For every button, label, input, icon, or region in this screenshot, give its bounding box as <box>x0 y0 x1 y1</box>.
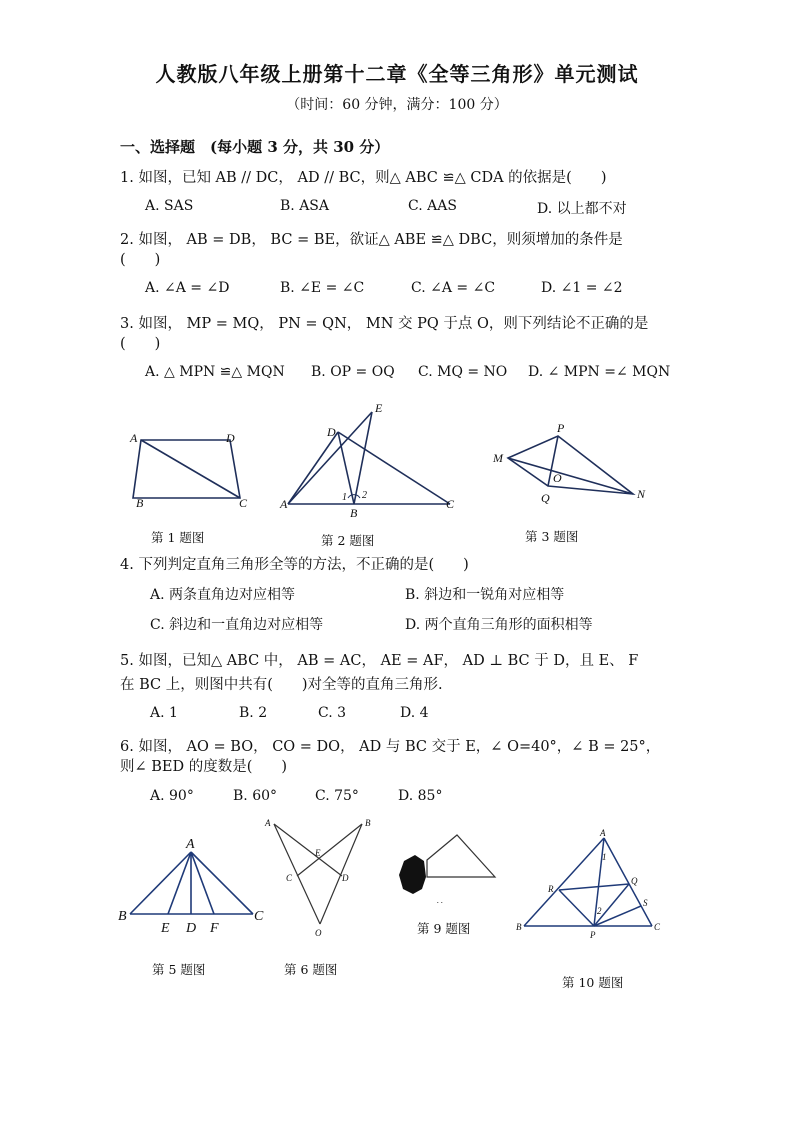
question-5-line2: 在 BC 上，则图中共有( )对全等的直角三角形. <box>120 677 443 693</box>
fig9-black-shape <box>399 855 426 894</box>
question-1-text: 1. 如图，已知 AB // DC， AD // BC，则△ ABC ≌△ CDA 的依据是( ) <box>120 170 607 186</box>
q6-option-d: D. 85° <box>398 788 443 804</box>
q2-option-d: D. ∠1 = ∠2 <box>541 280 623 296</box>
q5-option-b: B. 2 <box>239 705 268 721</box>
fig5-label-c: C <box>254 909 264 924</box>
fig3-label-m: M <box>493 451 503 465</box>
page-subtitle: （时间：60 分钟，满分：100 分） <box>286 97 508 113</box>
fig5-label-f: F <box>210 921 219 936</box>
fig1-label-b: B <box>136 496 144 510</box>
fig1-diagonal <box>141 440 240 498</box>
figure-3-caption: 第 3 题图 <box>525 529 579 544</box>
figure-10-caption: 第 10 题图 <box>562 975 624 990</box>
question-6-line2: 则∠ BED 的度数是( ) <box>120 759 288 775</box>
q1-option-b: B. ASA <box>280 198 329 214</box>
q5-option-a: A. 1 <box>150 705 178 721</box>
fig3-label-n: N <box>637 487 646 501</box>
q3-option-c: C. MQ = NO <box>418 364 508 380</box>
q2-option-c: C. ∠A = ∠C <box>411 280 496 296</box>
figure-1 <box>125 425 265 525</box>
figure-2-caption: 第 2 题图 <box>321 533 375 548</box>
q5-option-c: C. 3 <box>318 705 347 721</box>
q3-option-a: A. △ MPN ≌△ MQN <box>145 364 285 380</box>
figure-6-caption: 第 6 题图 <box>284 962 338 977</box>
figure-9-caption: 第 9 题图 <box>417 921 471 936</box>
figure-6 <box>262 814 377 944</box>
fig6-label-o: O <box>315 928 322 938</box>
question-5-text: 5. 如图，已知△ ABC 中， AB = AC， AE = AF， AD ⊥ BC 于 D，且 E、 F <box>120 653 639 669</box>
fig10-label-s: S <box>643 898 648 908</box>
fig10-label-1: 1 <box>602 852 607 862</box>
q1-option-a: A. SAS <box>145 198 194 214</box>
question-2-text: 2. 如图， AB = DB， BC = BE，欲证△ ABE ≌△ DBC，则须增加的条件是 <box>120 232 623 248</box>
fig2-label-2: 2 <box>362 490 367 501</box>
question-3-text: 3. 如图， MP = MQ， PN = QN， MN 交 PQ 于点 O，则下列结论不正确的是 <box>120 316 649 332</box>
fig5-label-e: E <box>161 921 170 936</box>
svg-text:. .: . . <box>437 896 443 905</box>
fig3-label-o: O <box>553 471 562 485</box>
q6-option-c: C. 75° <box>315 788 359 804</box>
question-2-paren: ( ) <box>120 252 161 268</box>
fig1-label-a: A <box>130 431 138 445</box>
fig3-label-q: Q <box>541 491 550 505</box>
q4-option-a: A. 两条直角边对应相等 <box>150 587 296 603</box>
fig5-label-d: D <box>186 921 197 936</box>
figure-5-caption: 第 5 题图 <box>152 962 206 977</box>
fig10-label-q: Q <box>631 876 638 886</box>
q1-option-c: C. AAS <box>408 198 457 214</box>
figure-9 <box>395 825 505 915</box>
fig1-label-d: D <box>226 431 235 445</box>
q6-option-a: A. 90° <box>150 788 194 804</box>
q4-option-b: B. 斜边和一锐角对应相等 <box>405 587 565 603</box>
question-3-paren: ( ) <box>120 336 161 352</box>
fig10-label-b: B <box>516 922 522 932</box>
fig2-label-b: B <box>350 506 358 520</box>
figure-1-caption: 第 1 题图 <box>151 530 205 545</box>
figure-3 <box>488 418 658 528</box>
q1-option-d: D. 以上都不对 <box>537 201 627 217</box>
fig2-label-a: A <box>280 497 288 511</box>
q5-option-d: D. 4 <box>400 705 429 721</box>
fig2-label-c: C <box>446 497 455 511</box>
fig10-label-a: A <box>600 828 606 838</box>
figure-10 <box>512 826 672 941</box>
q6-option-b: B. 60° <box>233 788 278 804</box>
q3-option-b: B. OP = OQ <box>311 364 395 380</box>
fig2-label-1: 1 <box>342 492 347 503</box>
fig10-label-r: R <box>548 884 554 894</box>
fig6-label-b: B <box>365 818 371 828</box>
q2-option-b: B. ∠E = ∠C <box>280 280 365 296</box>
question-4-text: 4. 下列判定直角三角形全等的方法，不正确的是( ) <box>120 557 469 573</box>
fig1-label-c: C <box>239 496 248 510</box>
q3-option-d: D. ∠ MPN =∠ MQN <box>528 364 671 380</box>
fig6-label-a: A <box>265 818 271 828</box>
fig2-label-e: E <box>375 401 383 415</box>
question-6-text: 6. 如图， AO = BO， CO = DO， AD 与 BC 交于 E，∠ O=40°，∠ B = 25°， <box>120 739 661 755</box>
fig6-label-e: E <box>315 848 321 858</box>
fig5-label-b: B <box>118 909 127 924</box>
fig6-label-c: C <box>286 873 293 883</box>
fig10-label-2: 2 <box>597 906 602 916</box>
figure-2 <box>280 400 470 520</box>
fig2-label-d: D <box>327 425 336 439</box>
fig3-label-p: P <box>557 421 565 435</box>
fig10-label-c: C <box>654 922 661 932</box>
fig10-label-p: P <box>590 930 596 940</box>
figure-5 <box>118 832 268 942</box>
fig6-label-d: D <box>342 873 349 883</box>
page-title: 人教版八年级上册第十二章《全等三角形》单元测试 <box>155 62 639 86</box>
q2-option-a: A. ∠A = ∠D <box>145 280 230 296</box>
fig5-label-a: A <box>186 837 195 852</box>
q4-option-d: D. 两个直角三角形的面积相等 <box>405 617 593 633</box>
section-title: 一、选择题 (每小题 3 分，共 30 分） <box>120 138 390 156</box>
q4-option-c: C. 斜边和一直角边对应相等 <box>150 617 324 633</box>
